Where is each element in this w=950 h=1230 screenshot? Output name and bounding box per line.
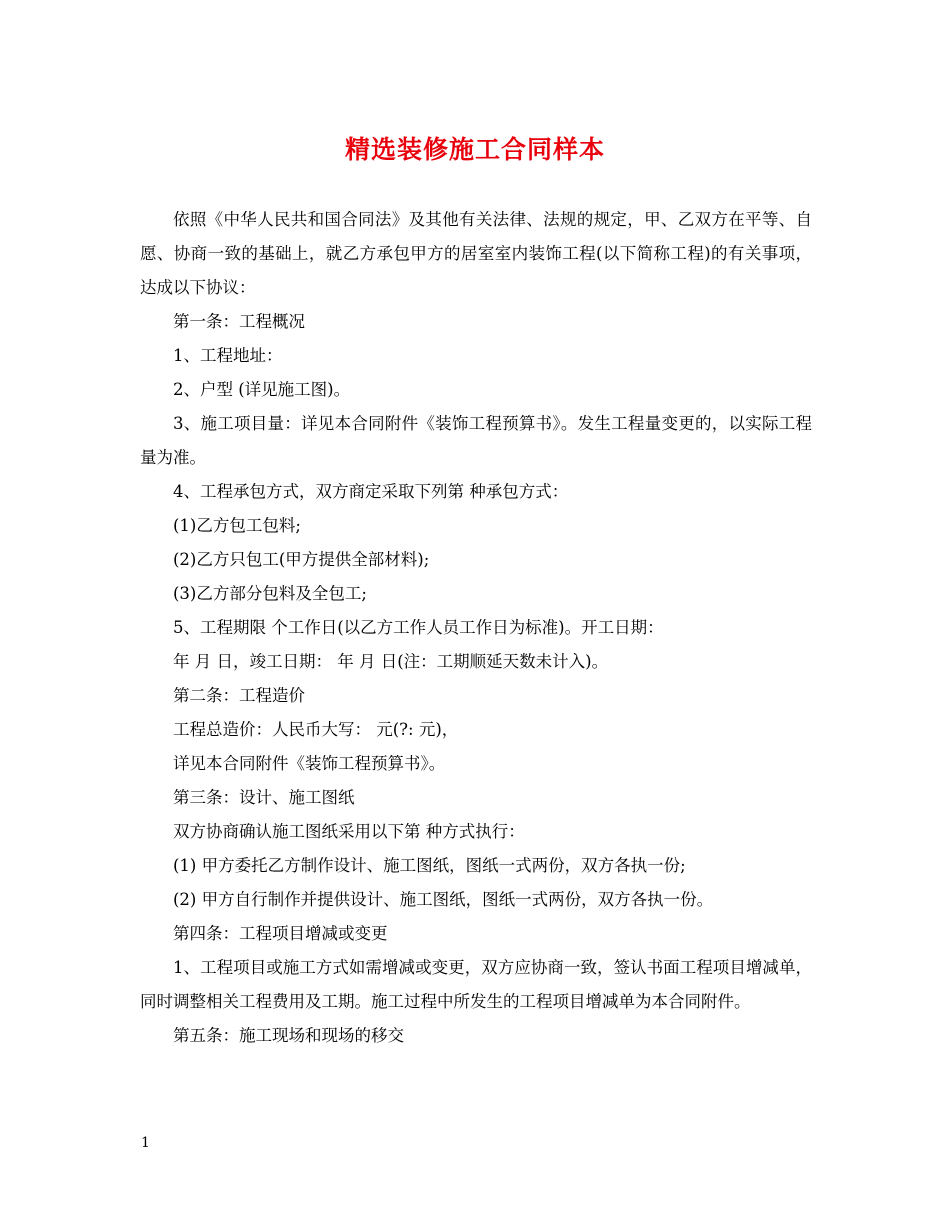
article-heading: 第五条：施工现场和现场的移交 <box>173 1026 404 1045</box>
paragraph: 2、户型 (详见施工图)。 <box>173 380 351 399</box>
paragraph: 工程总造价：人民币大写： 元(?: 元)， <box>173 720 459 739</box>
paragraph: 详见本合同附件《装饰工程预算书》。 <box>173 754 446 773</box>
article-heading: 第二条：工程造价 <box>173 686 305 705</box>
paragraph: (1) 甲方委托乙方制作设计、施工图纸，图纸一式两份，双方各执一份; <box>173 856 686 875</box>
paragraph: 年 月 日，竣工日期： 年 月 日(注：工期顺延天数未计入)。 <box>173 652 609 671</box>
article-heading: 第一条：工程概况 <box>173 312 305 331</box>
paragraph: 1、工程项目或施工方式如需增减或变更，双方应协商一致，签认书面工程项目增减单，同时调整相关工程费用及工期。施工过程中所发生的工程项目增减单为本合同附件。 <box>140 958 812 1011</box>
paragraph: 双方协商确认施工图纸采用以下第 种方式执行： <box>173 822 525 841</box>
document-title: 精选装修施工合同样本 <box>344 135 605 164</box>
paragraph-intro: 依照《中华人民共和国合同法》及其他有关法律、法规的规定，甲、乙双方在平等、自愿、协商一致的基础上，就乙方承包甲方的居室室内装饰工程(以下简称工程)的有关事项，达成以下协议： <box>140 210 812 297</box>
paragraph: (1)乙方包工包料; <box>173 516 301 535</box>
document-body <box>140 203 812 1053</box>
paragraph: 4、工程承包方式，双方商定采取下列第 种承包方式： <box>173 482 569 501</box>
page-number: 1 <box>141 1135 150 1151</box>
article-heading: 第三条：设计、施工图纸 <box>173 788 355 807</box>
paragraph: 5、工程期限 个工作日(以乙方工作人员工作日为标准)。开工日期： <box>173 618 664 637</box>
paragraph: (3)乙方部分包料及全包工; <box>173 584 367 603</box>
paragraph: (2) 甲方自行制作并提供设计、施工图纸，图纸一式两份，双方各执一份。 <box>173 890 714 909</box>
paragraph: 1、工程地址： <box>173 346 283 365</box>
article-heading: 第四条：工程项目增减或变更 <box>173 924 388 943</box>
paragraph: 3、施工项目量：详见本合同附件《装饰工程预算书》。发生工程量变更的，以实际工程量为准。 <box>140 414 812 467</box>
paragraph: (2)乙方只包工(甲方提供全部材料); <box>173 550 430 569</box>
